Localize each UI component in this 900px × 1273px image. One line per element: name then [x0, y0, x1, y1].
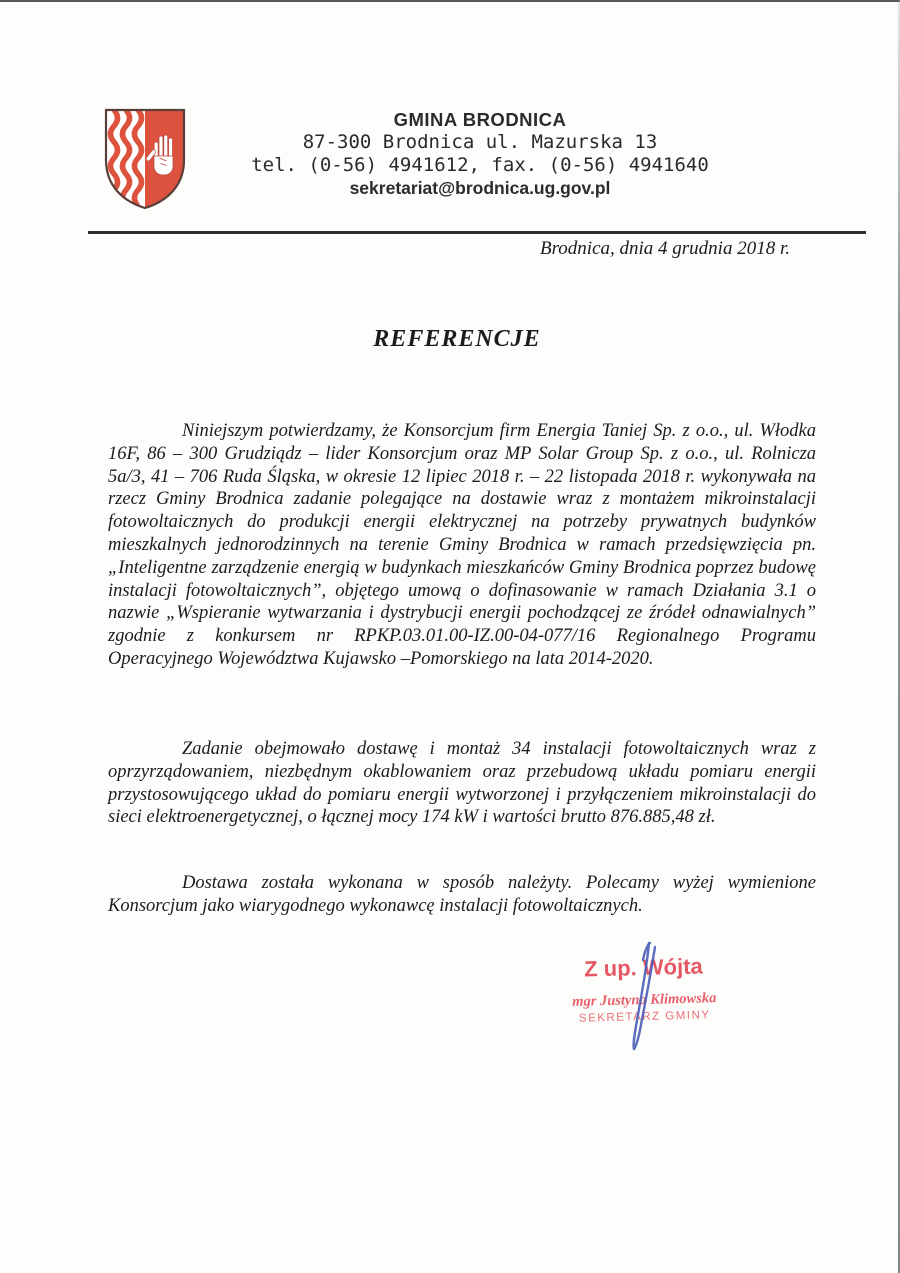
stamp-signer-name: mgr Justyna Klimowska — [571, 990, 717, 1010]
dateline: Brodnica, dnia 4 grudnia 2018 r. — [540, 238, 790, 259]
stamp-authority-line: Z up. Wójta — [583, 953, 704, 982]
stamp-signer-title: SEKRETARZ GMINY — [578, 1009, 711, 1025]
org-phone-fax: tel. (0-56) 4941612, fax. (0-56) 4941640 — [251, 154, 709, 176]
body-paragraph-1: Niniejszym potwierdzamy, że Konsorcjum firm Energia Taniej Sp. z o.o., ul. Włodka 16F, 86 – 300 Grudziądz – lider Konsorcjum oraz MP Solar Group Sp. z o.o., ul. Rolnicza 5a/3, 41 – 706 Ruda Śląska, w okresie 12 lipiec 2018 r. – 22 listopada 2018 r. wykonywała na rzecz Gminy Brodnica zadanie polegające na dostawie wraz z montażem mikroinstalacji fotowoltaicznych do produkcji energii elektrycznej na potrzeby prywatnych budynków mieszkalnych jednorodzinnych na terenie Gminy Brodnica w ramach przedsięwzięcia pn. „Inteligentne zarządzenie energią w budynkach mieszkańców Gminy Brodnica poprzez budowę instalacji fotowoltaicznych”, objętego umową o dofinasowanie w ramach Działania 3.1 o nazwie „Wspieranie wytwarzania i dystrybucji energii pochodzącej ze źródeł odnawialnych” zgodnie z konkursem nr RPKP.03.01.00-IZ.00-04-077/16 Regionalnego Programu Operacyjnego Województwa Kujawsko –Pomorskiego na lata 2014-2020. — [108, 421, 816, 669]
body-paragraph-3: Dostawa została wykonana w sposób należyty. Polecamy wyżej wymienione Konsorcjum jako wiarygodnego wykonawcę instalacji fotowoltaicznych. — [108, 873, 816, 916]
header-divider — [88, 231, 866, 234]
org-email: sekretariat@brodnica.ug.gov.pl — [349, 178, 611, 198]
official-stamp — [529, 952, 759, 1026]
body-paragraph-2: Zadanie obejmowało dostawę i montaż 34 instalacji fotowoltaicznych wraz z oprzyrządowaniem, niezbędnym okablowaniem oraz przebudową układu pomiaru energii przystosowującego układ do pomiaru energii wytworzonej i przyłączeniem mikroinstalacji do sieci elektroenergetycznej, o łącznej mocy 174 kW i wartości brutto 876.885,48 zł. — [108, 739, 816, 828]
scan-edge-top — [0, 0, 900, 2]
org-address: 87-300 Brodnica ul. Mazurska 13 — [302, 131, 658, 153]
document-title: REFERENCJE — [373, 326, 541, 352]
org-name: GMINA BRODNICA — [393, 109, 567, 130]
letterhead — [130, 108, 830, 200]
